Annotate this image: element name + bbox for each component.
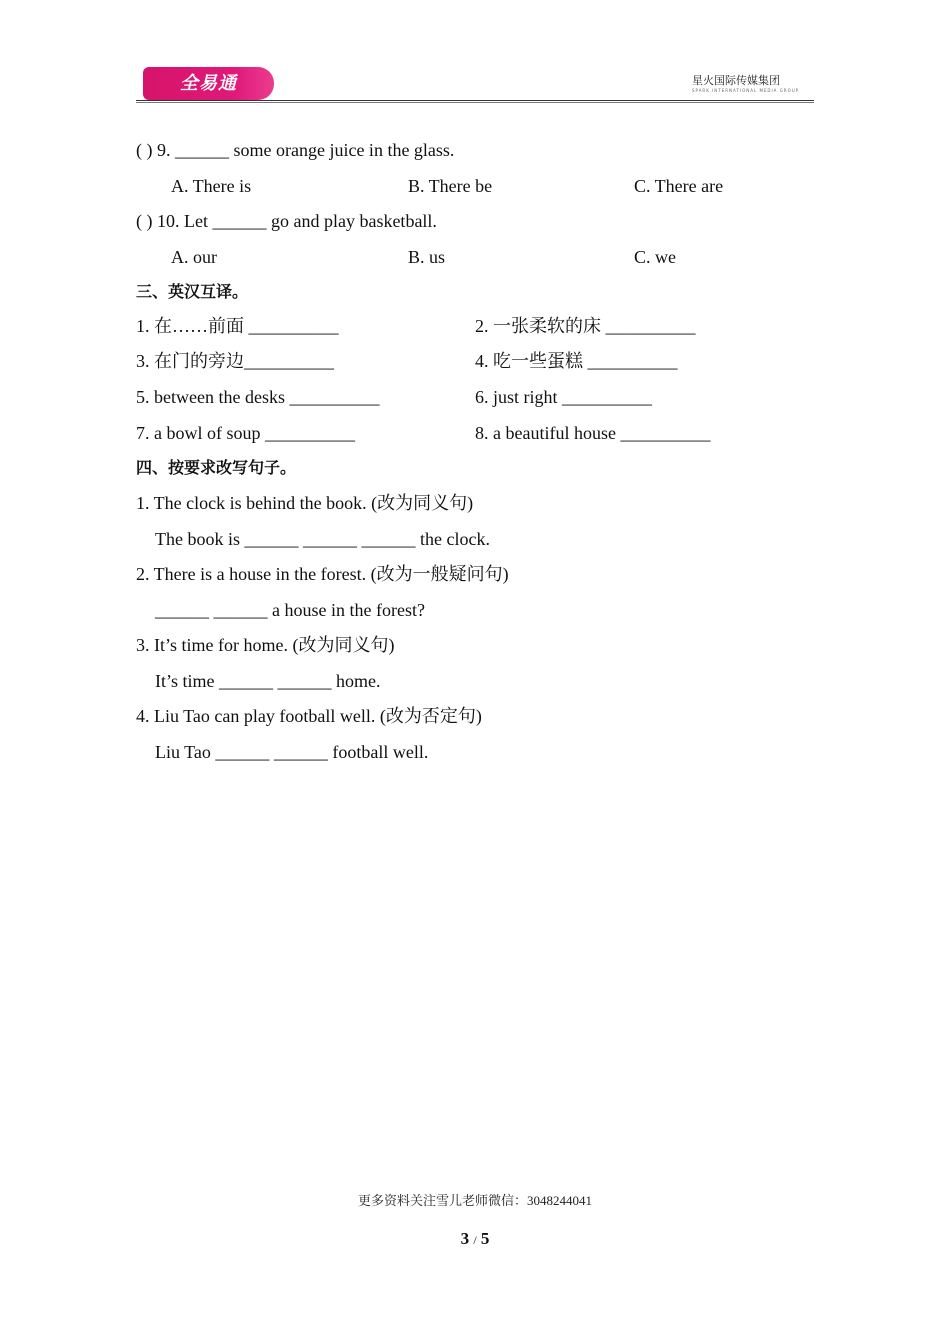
footer-note: 更多资料关注雪儿老师微信：3048244041 <box>357 1193 592 1208</box>
rewrite-question-1: 1. The clock is behind the book. (改为同义句) <box>136 493 474 513</box>
page-total: 5 <box>480 1229 490 1248</box>
translation-item-1: 1. 在……前面 __________ <box>136 316 339 336</box>
rewrite-answer-4: Liu Tao ______ ______ football well. <box>155 742 429 762</box>
translation-item-3: 3. 在门的旁边__________ <box>136 351 334 371</box>
translation-item-7: 7. a bowl of soup __________ <box>136 423 355 443</box>
question-9-option-a: A. There is <box>171 176 252 196</box>
brand-logo: 全易通 <box>143 67 274 100</box>
question-10-option-c: C. we <box>634 247 676 267</box>
header-divider-thin <box>136 102 814 103</box>
translation-item-5: 5. between the desks __________ <box>136 387 380 407</box>
page-number <box>0 1229 950 1250</box>
rewrite-question-3: 3. It’s time for home. (改为同义句) <box>136 635 395 655</box>
publisher-subtitle: SPARK INTERNATIONAL MEDIA GROUP <box>692 88 800 93</box>
header-divider <box>136 100 814 101</box>
translation-item-2: 2. 一张柔软的床 __________ <box>475 316 696 336</box>
translation-item-8: 8. a beautiful house __________ <box>475 423 711 443</box>
question-9-option-c: C. There are <box>634 176 724 196</box>
page-current: 3 <box>460 1229 470 1248</box>
section-3-heading: 三、英汉互译。 <box>136 282 249 301</box>
question-9-stem: ( ) 9. ______ some orange juice in the glass. <box>136 140 455 160</box>
page-separator: / <box>473 1233 477 1247</box>
rewrite-answer-3: It’s time ______ ______ home. <box>155 671 381 691</box>
publisher-name: 星火国际传媒集团 <box>692 74 780 87</box>
section-4-heading: 四、按要求改写句子。 <box>136 458 297 477</box>
question-10-option-b: B. us <box>408 247 446 267</box>
question-10-option-a: A. our <box>171 247 217 267</box>
translation-item-6: 6. just right __________ <box>475 387 653 407</box>
rewrite-answer-1: The book is ______ ______ ______ the clock. <box>155 529 490 549</box>
question-9-option-b: B. There be <box>408 176 493 196</box>
translation-item-4: 4. 吃一些蛋糕 __________ <box>475 351 678 371</box>
rewrite-question-2: 2. There is a house in the forest. (改为一般疑问句) <box>136 564 509 584</box>
question-10-stem: ( ) 10. Let ______ go and play basketball. <box>136 211 437 231</box>
rewrite-answer-2: ______ ______ a house in the forest? <box>155 600 425 620</box>
rewrite-question-4: 4. Liu Tao can play football well. (改为否定句) <box>136 706 482 726</box>
